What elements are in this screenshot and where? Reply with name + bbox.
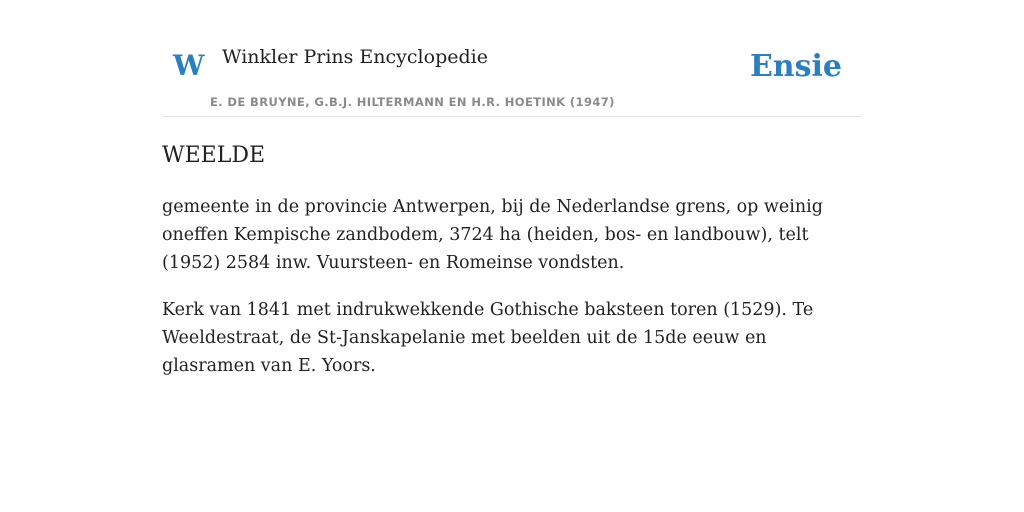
authors-line: E. DE BRUYNE, G.B.J. HILTERMANN EN H.R. HOETINK (1947) (210, 95, 615, 109)
entry-paragraph: gemeente in de provincie Antwerpen, bij de Nederlandse grens, op weinig oneffen Kempische zandbodem, 3724 ha (heiden, bos- en landbouw), telt (1952) 2584 inw. Vuursteen- en Romeinse vondsten. (162, 197, 823, 274)
encyclopedia-title[interactable]: Winkler Prins Encyclopedie (222, 46, 488, 68)
page (162, 0, 862, 380)
ensie-logo[interactable]: Ensie (749, 49, 842, 84)
logo-w-icon[interactable]: W (173, 49, 205, 82)
entry-title: WEELDE (162, 143, 266, 168)
header (162, 0, 862, 117)
entry-paragraph: Kerk van 1841 met indrukwekkende Gothische baksteen toren (1529). Te Weeldestraat, de St-Janskapelanie met beelden uit de 15de eeuw en glasramen van E. Yoors. (162, 300, 814, 377)
